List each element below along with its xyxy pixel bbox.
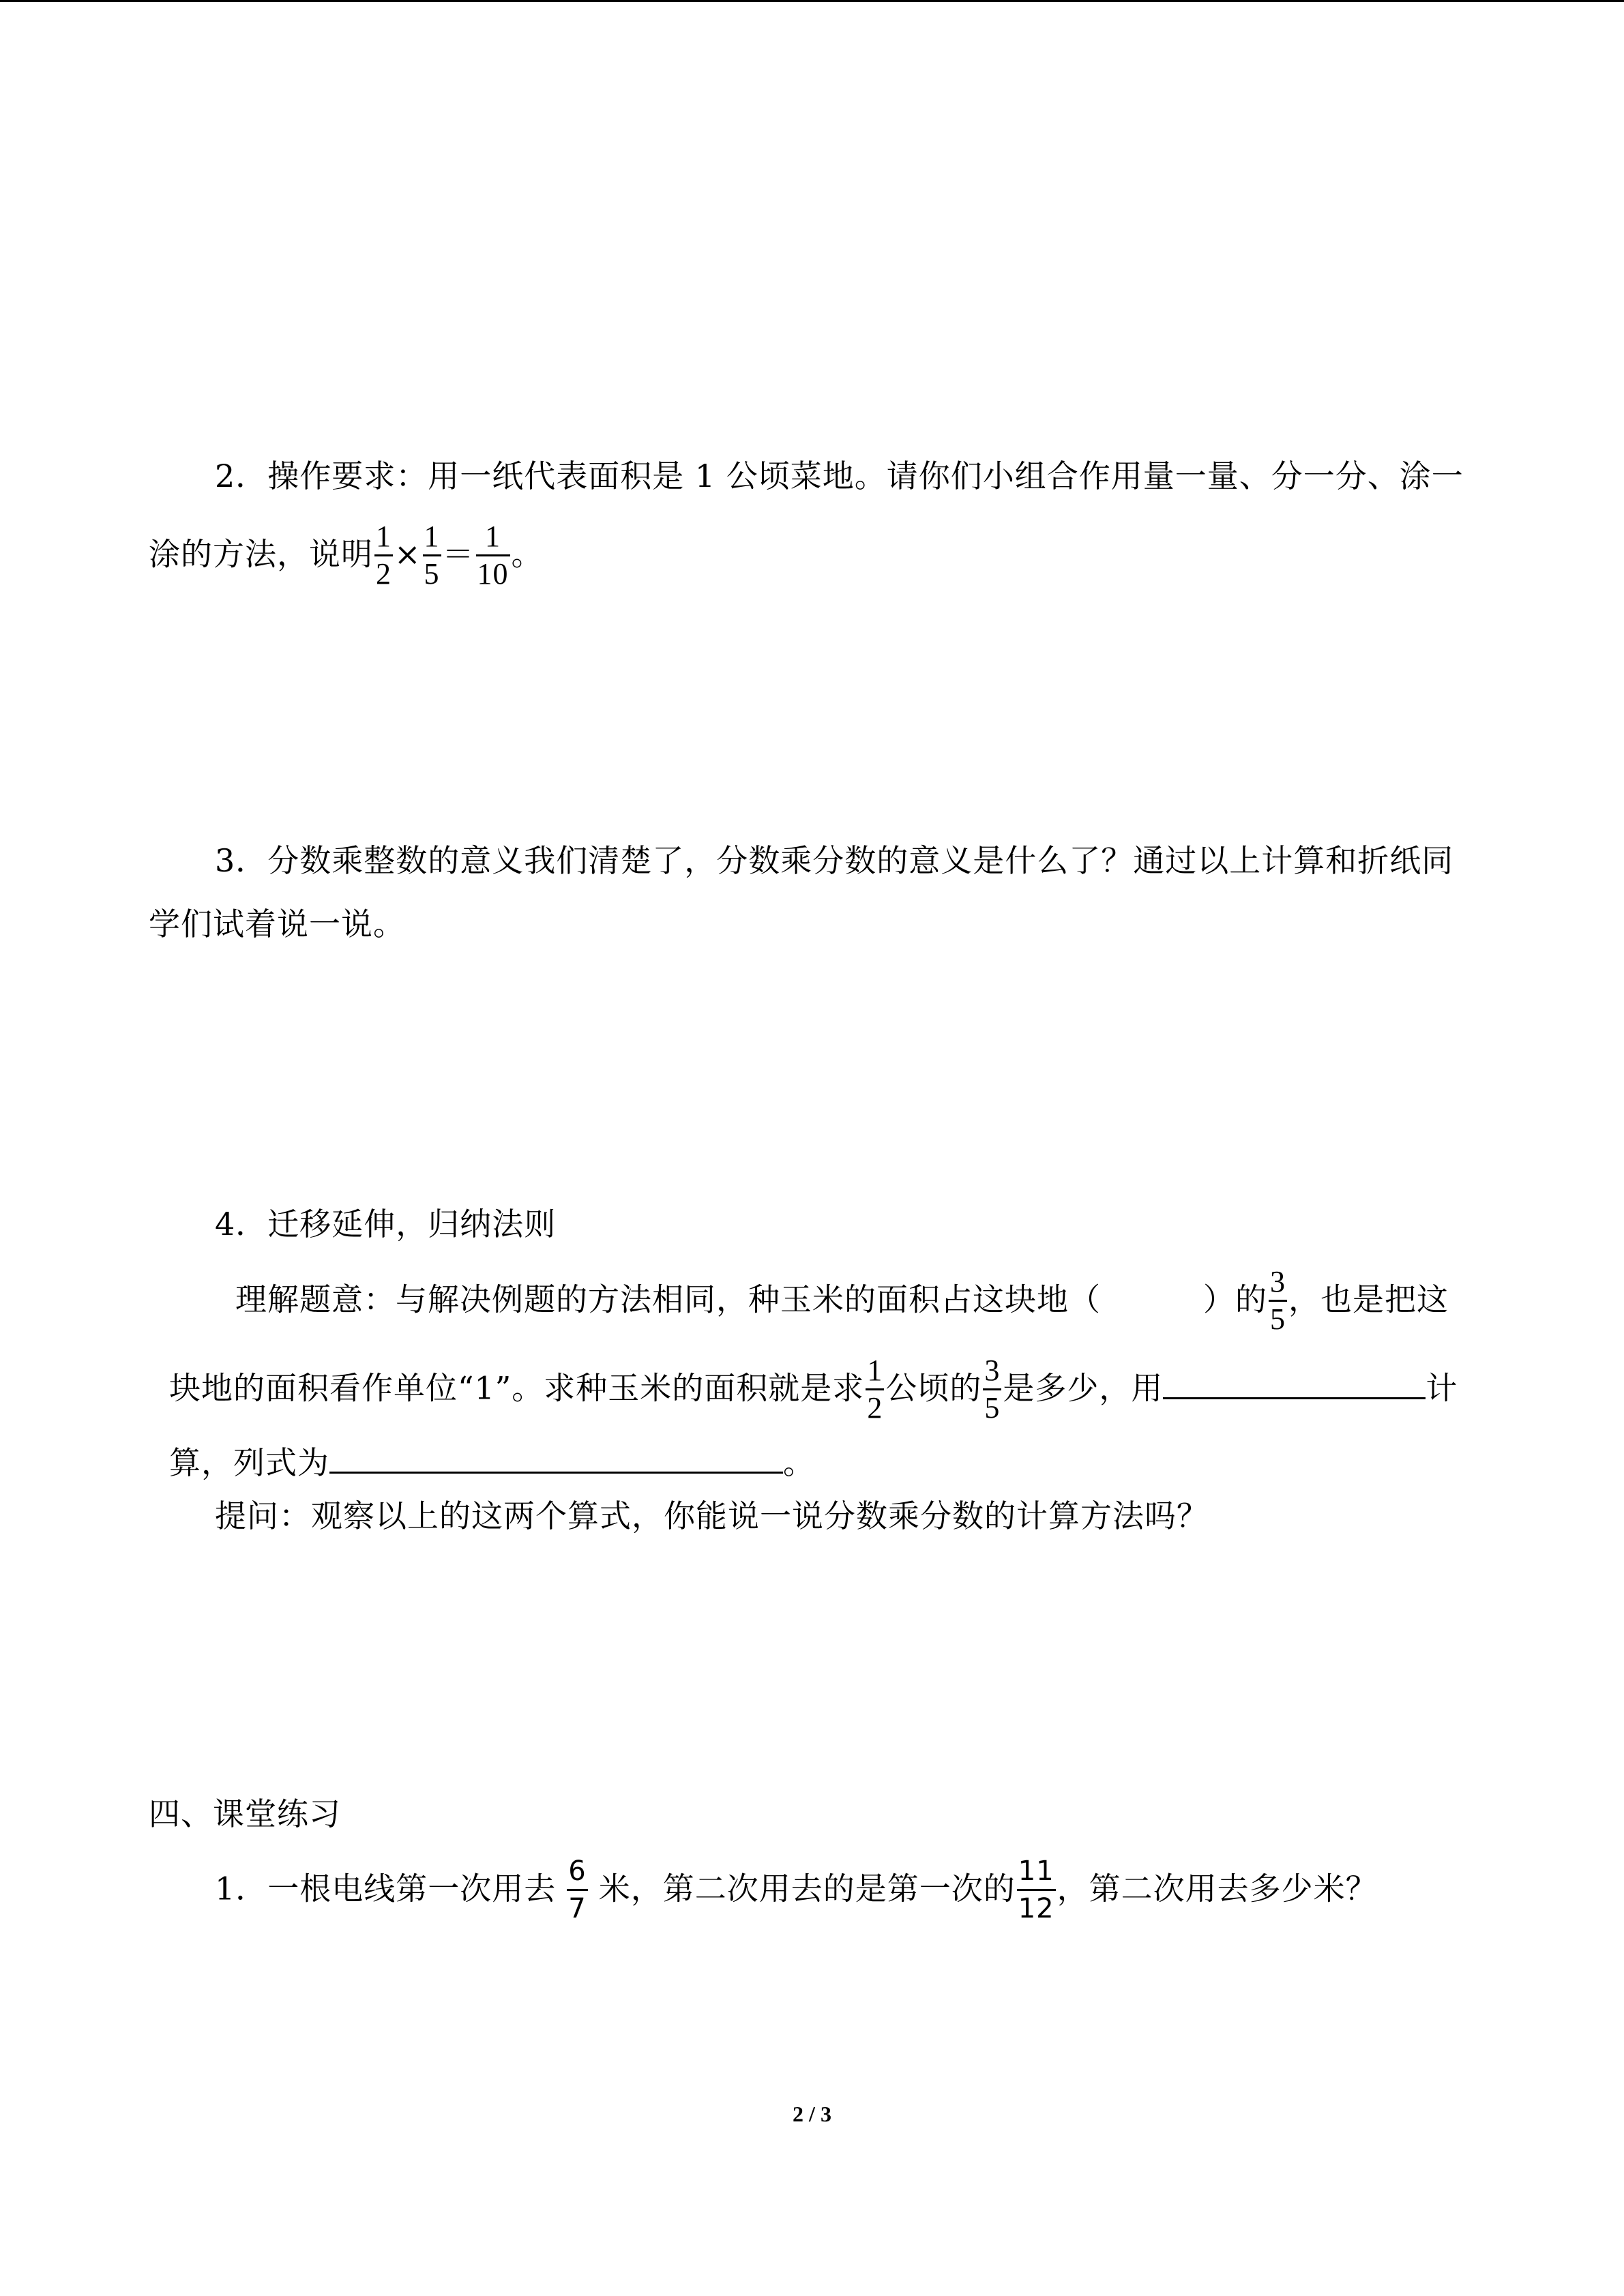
fraction-one-fifth: [423, 520, 441, 591]
q4-line-1: [235, 1267, 1449, 1337]
fraction-numerator: 1: [424, 520, 440, 553]
fraction-denominator: 2: [374, 554, 393, 591]
fraction-denominator: 5: [423, 554, 441, 591]
q2-line-1-text: 2．操作要求：用一纸代表面积是 1 公顷菜地。请你们小组合作用量一量、分一分、涂一: [215, 458, 1464, 494]
q4-line-2-mid: 公顷的: [885, 1369, 982, 1407]
fraction-numerator: 1: [376, 520, 392, 553]
answer-blank-formula[interactable]: [329, 1439, 783, 1474]
q4-title-text: 4．迁移延伸，归纳法则: [215, 1206, 557, 1242]
fraction-three-fifths: [983, 1354, 1001, 1425]
fraction-one-half: [866, 1354, 884, 1425]
q4-line-2-end: 计: [1426, 1369, 1458, 1407]
fraction-denominator: 7: [567, 1889, 587, 1925]
fraction-eleven-twelfths: [1017, 1855, 1056, 1925]
q4-line-2-prefix: 块地的面积看作单位“1”。求种玉米的面积就是求: [169, 1369, 865, 1407]
fraction-numerator: 3: [984, 1354, 1001, 1387]
practice-1: [215, 1856, 1378, 1926]
q3-line-2: [149, 904, 405, 944]
q3-line-1-text: 3．分数乘整数的意义我们清楚了，分数乘分数的意义是什么了？通过以上计算和折纸同: [215, 842, 1454, 879]
q4-line-1-prefix: 理解题意：与解决例题的方法相同，种玉米的面积占这块地（: [235, 1281, 1101, 1318]
fraction-three-fifths: [1269, 1266, 1287, 1336]
q4-line-3: [169, 1439, 815, 1483]
fraction-one-half: [374, 520, 393, 591]
page-number: 2 / 3: [793, 2102, 831, 2126]
q4-question: [215, 1495, 1209, 1536]
q3-line-1: [215, 840, 1453, 881]
fraction-denominator: 12: [1017, 1889, 1056, 1925]
fraction-six-sevenths: [567, 1855, 587, 1925]
section-heading-text: 四、课堂练习: [149, 1795, 341, 1832]
q4-line-2-post: 是多少，用: [1003, 1369, 1164, 1407]
q3-line-2-text: 学们试着说一说。: [149, 906, 405, 942]
practice-1-mid: 米，第二次用去的是第一次的: [598, 1870, 1016, 1907]
fraction-denominator: 5: [983, 1388, 1001, 1425]
q2-line-2-suffix: 。: [511, 535, 544, 573]
fraction-denominator: 10: [476, 554, 510, 591]
fraction-denominator: 5: [1269, 1300, 1287, 1336]
page-top-border: [0, 0, 1624, 2]
q4-line-2: [169, 1356, 1458, 1426]
fraction-numerator: 3: [1270, 1265, 1286, 1298]
practice-1-prefix: 1．一根电线第一次用去: [215, 1870, 557, 1907]
fraction-numerator: 1: [485, 520, 501, 553]
fraction-numerator: 1: [867, 1354, 883, 1387]
q4-line-3-suffix: 。: [783, 1444, 815, 1481]
fraction-denominator: 2: [866, 1388, 884, 1425]
q4-title: [215, 1204, 556, 1244]
answer-blank-method[interactable]: [1163, 1365, 1426, 1399]
fraction-one-tenth: [476, 520, 510, 591]
q2-line-2: [149, 522, 544, 592]
equals-sign: ＝: [442, 535, 475, 573]
q4-line-3-prefix: 算，列式为: [169, 1444, 329, 1481]
q2-line-2-prefix: 涂的方法，说明: [149, 535, 373, 573]
fraction-numerator: 6: [568, 1855, 587, 1887]
practice-1-suffix: ，第二次用去多少米？: [1057, 1870, 1378, 1907]
section-heading: [149, 1793, 341, 1834]
times-sign: ×: [394, 535, 422, 573]
q2-line-1: [215, 456, 1464, 496]
q4-question-text: 提问：观察以上的这两个算式，你能说一说分数乘分数的计算方法吗？: [215, 1497, 1209, 1534]
q4-line-1-suffix: ，也是把这: [1288, 1281, 1449, 1318]
q4-line-1-mid: ）的: [1203, 1281, 1267, 1318]
fraction-numerator: 11: [1018, 1855, 1054, 1887]
